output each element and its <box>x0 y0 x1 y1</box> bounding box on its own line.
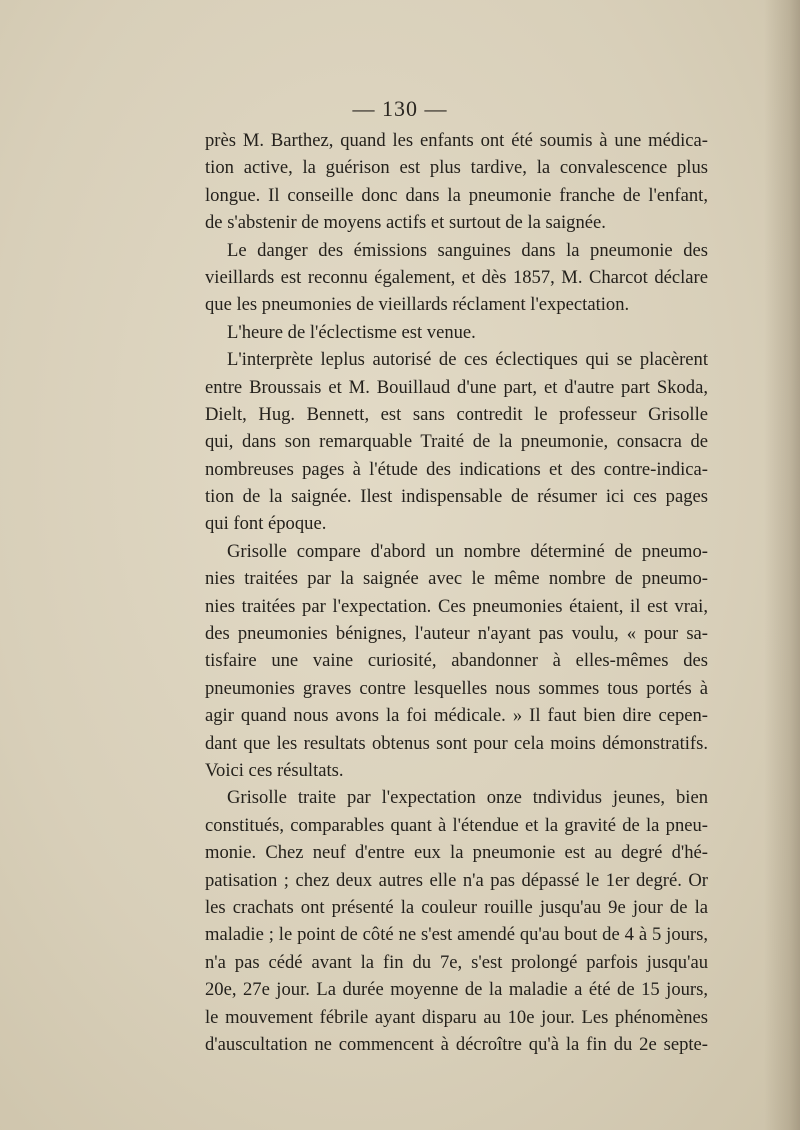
text-line: constitués, comparables quant à l'étendue et la gravité de la pneu- <box>205 814 708 836</box>
text-line: agir quand nous avons la foi médicale. » Il faut bien dire cepen- <box>205 705 708 727</box>
text-line: Dielt, Hug. Bennett, est sans contredit le professeur Grisolle <box>205 403 708 425</box>
text-line: d'auscultation ne commencent à décroître qu'à la fin du 2e septe- <box>205 1033 708 1055</box>
text-line: Grisolle compare d'abord un nombre déterminé de pneumo- <box>227 540 708 562</box>
text-line: longue. Il conseille donc dans la pneumonie franche de l'enfant, <box>205 184 708 206</box>
text-line: n'a pas cédé avant la fin du 7e, s'est prolongé parfois jusqu'au <box>205 951 708 973</box>
text-line: qui, dans son remarquable Traité de la pneumonie, consacra de <box>205 431 708 453</box>
text-line: L'interprète leplus autorisé de ces éclectiques qui se placèrent <box>227 349 708 371</box>
text-line: maladie ; le point de côté ne s'est amendé qu'au bout de 4 à 5 jours, <box>205 924 708 946</box>
text-line: nies traitées par l'expectation. Ces pneumonies étaient, il est vrai, <box>205 595 708 617</box>
text-line: les crachats ont présenté la couleur rouille jusqu'au 9e jour de la <box>205 896 708 918</box>
text-line: tion active, la guérison est plus tardive, la convalescence plus <box>205 157 708 179</box>
text-line: Voici ces résultats. <box>205 759 344 781</box>
text-line: tisfaire une vaine curiosité, abandonner à elles-mêmes des <box>205 650 708 672</box>
text-line: Le danger des émissions sanguines dans la pneumonie des <box>227 239 708 261</box>
text-line: nies traitées par la saignée avec le même nombre de pneumo- <box>205 568 708 590</box>
text-line: dant que les resultats obtenus sont pour cela moins démonstratifs. <box>205 732 708 754</box>
page-edge-shadow <box>764 0 800 1130</box>
text-line: que les pneumonies de vieillards réclament l'expectation. <box>205 294 630 316</box>
text-line: pneumonies graves contre lesquelles nous sommes tous portés à <box>205 677 708 699</box>
text-line: monie. Chez neuf d'entre eux la pneumonie est au degré d'hé- <box>205 842 708 864</box>
text-line: le mouvement fébrile ayant disparu au 10e jour. Les phénomènes <box>205 1006 708 1028</box>
text-line: patisation ; chez deux autres elle n'a pas dépassé le 1er degré. Or <box>205 869 708 891</box>
text-line: nombreuses pages à l'étude des indications et des contre-indica- <box>205 458 708 480</box>
text-line: vieillards est reconnu également, et dès 1857, M. Charcot déclare <box>205 266 708 288</box>
text-line: entre Broussais et M. Bouillaud d'une part, et d'autre part Skoda, <box>205 376 708 398</box>
text-line: 20e, 27e jour. La durée moyenne de la maladie a été de 15 jours, <box>205 979 708 1001</box>
text-line: qui font époque. <box>205 513 327 535</box>
text-line: L'heure de l'éclectisme est venue. <box>227 321 476 343</box>
text-line: Grisolle traite par l'expectation onze tndividus jeunes, bien <box>227 787 708 809</box>
text-line: de s'abstenir de moyens actifs et surtout de la saignée. <box>205 212 606 234</box>
text-line: tion de la saignée. Ilest indispensable de résumer ici ces pages <box>205 486 708 508</box>
page-number: — 130 — <box>352 96 448 121</box>
text-line: des pneumonies bénignes, l'auteur n'ayant pas voulu, « pour sa- <box>205 623 708 645</box>
body-text <box>205 127 708 1058</box>
text-line: près M. Barthez, quand les enfants ont été soumis à une médica- <box>205 130 708 151</box>
